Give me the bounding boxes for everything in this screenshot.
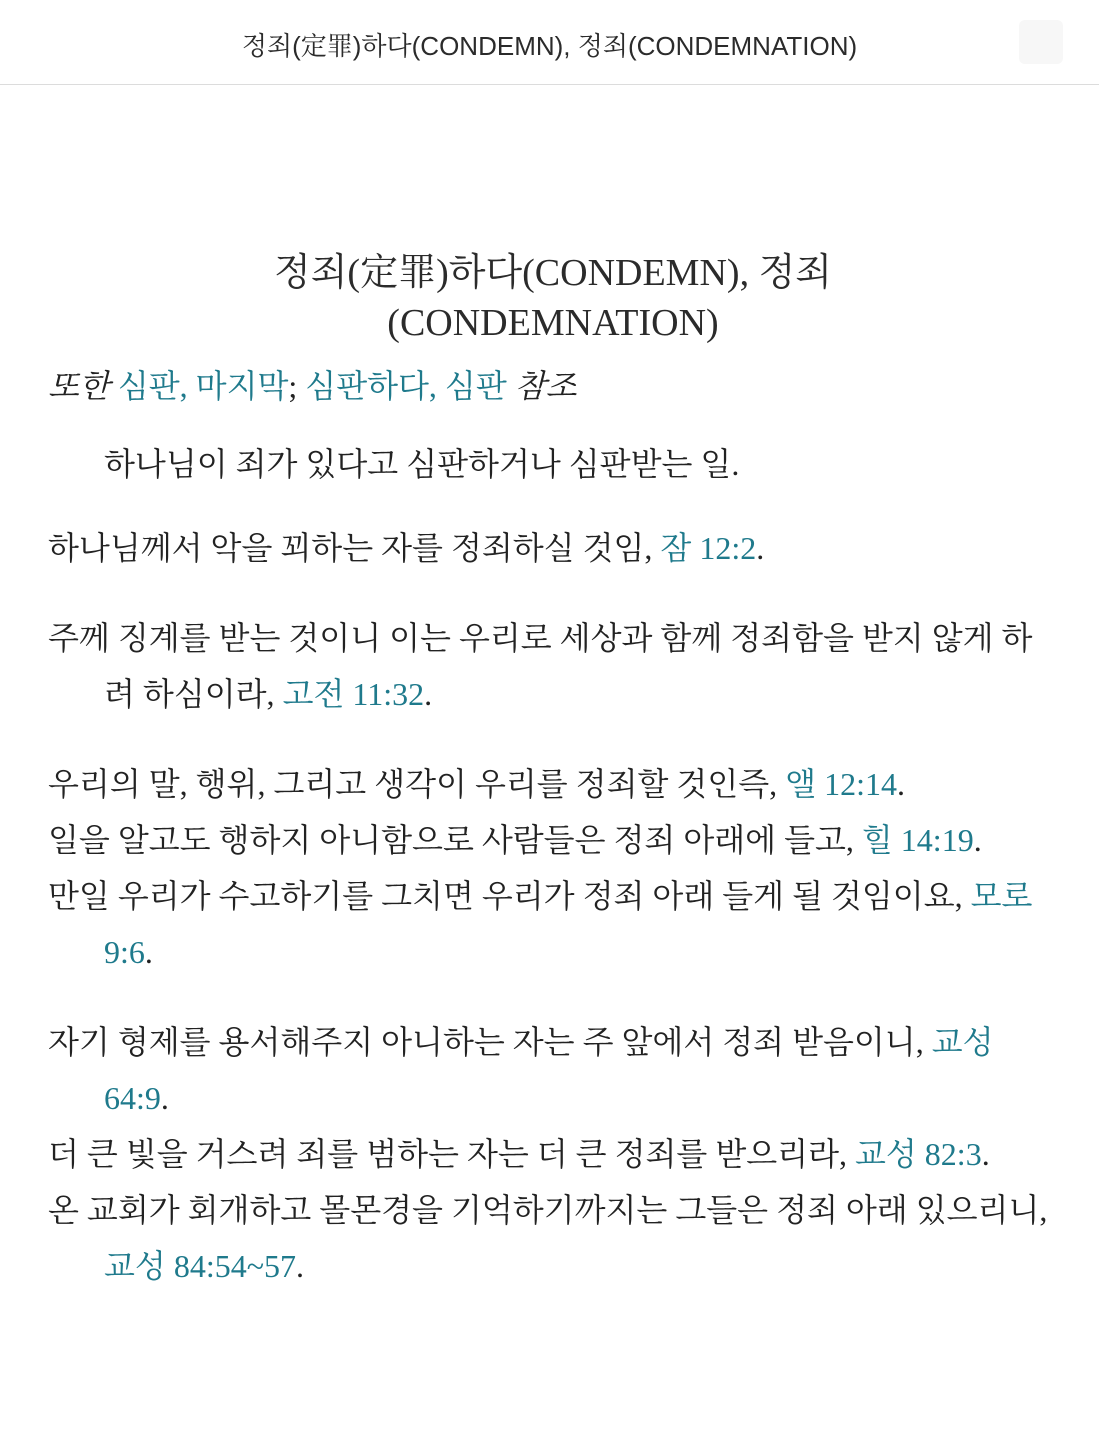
header-title: 정죄(定罪)하다(CONDEMN), 정죄(CONDEMNATION) bbox=[241, 31, 858, 61]
entry-group-2 bbox=[48, 610, 1058, 722]
entry-period: . bbox=[424, 676, 433, 712]
see-also bbox=[48, 366, 1058, 406]
entry-period: . bbox=[973, 822, 982, 858]
scripture-link[interactable]: 교성 64:9 bbox=[104, 1024, 994, 1116]
see-also-link-judge[interactable]: 심판하다, 심판 bbox=[305, 368, 507, 404]
article-content bbox=[48, 248, 1058, 1328]
scripture-entry bbox=[48, 1014, 1058, 1126]
scripture-entry bbox=[48, 610, 1058, 722]
entry-group-3 bbox=[48, 756, 1058, 980]
scripture-entry bbox=[48, 756, 1058, 812]
scripture-entry bbox=[48, 868, 1058, 980]
entry-text: 만일 우리가 수고하기를 그치면 우리가 정죄 아래 들게 될 것임이요, bbox=[48, 878, 971, 914]
article-title-line-2: (CONDEMNATION) bbox=[387, 302, 719, 344]
header-menu-button[interactable] bbox=[1019, 20, 1063, 64]
scripture-link[interactable]: 모로 9:6 bbox=[104, 878, 1033, 970]
scripture-link[interactable]: 교성 84:54~57 bbox=[104, 1248, 297, 1284]
entry-period: . bbox=[756, 530, 765, 566]
scripture-link[interactable]: 고전 11:32 bbox=[282, 676, 425, 712]
scripture-link[interactable]: 힐 14:19 bbox=[861, 822, 974, 858]
definition: 하나님이 죄가 있다고 심판하거나 심판받는 일. bbox=[104, 446, 740, 482]
entry-text: 일을 알고도 행하지 아니함으로 사람들은 정죄 아래에 들고, bbox=[48, 822, 862, 858]
article-title-line-1: 정죄(定罪)하다(CONDEMN), 정죄 bbox=[274, 252, 832, 294]
entry-text: 더 큰 빛을 거스려 죄를 범하는 자는 더 큰 정죄를 받으리라, bbox=[48, 1136, 855, 1172]
entry-text: 하나님께서 악을 꾀하는 자를 정죄하실 것임, bbox=[48, 530, 661, 566]
see-also-prefix: 또한 bbox=[48, 368, 110, 404]
entry-period: . bbox=[981, 1136, 990, 1172]
entry-text: 주께 징계를 받는 것이니 이는 우리로 세상과 함께 정죄함을 받지 않게 하려 하심이라, bbox=[48, 620, 1033, 712]
see-also-link-judgment-last[interactable]: 심판, 마지막 bbox=[117, 368, 289, 404]
entry-period: . bbox=[896, 766, 905, 802]
scripture-entry bbox=[48, 812, 1058, 868]
entry-text: 우리의 말, 행위, 그리고 생각이 우리를 정죄할 것인즉, bbox=[48, 766, 786, 802]
scripture-link[interactable]: 교성 82:3 bbox=[854, 1136, 982, 1172]
scripture-link[interactable]: 잠 12:2 bbox=[660, 530, 757, 566]
scripture-entry bbox=[48, 1126, 1058, 1182]
see-also-separator: ; bbox=[288, 368, 298, 404]
entry-period: . bbox=[296, 1248, 305, 1284]
entry-group-4 bbox=[48, 1014, 1058, 1294]
entry-text: 자기 형제를 용서해주지 아니하는 자는 주 앞에서 정죄 받음이니, bbox=[48, 1024, 932, 1060]
scripture-link[interactable]: 앨 12:14 bbox=[785, 766, 897, 802]
scripture-entry bbox=[48, 520, 1058, 576]
entry-text: 온 교회가 회개하고 몰몬경을 기억하기까지는 그들은 정죄 아래 있으리니, bbox=[48, 1192, 1048, 1228]
entry-group-1 bbox=[48, 520, 1058, 576]
scripture-entry bbox=[48, 1182, 1058, 1294]
entry-period: . bbox=[144, 934, 153, 970]
top-bar bbox=[0, 0, 1099, 85]
entry-period: . bbox=[160, 1080, 169, 1116]
see-also-suffix: 참조 bbox=[514, 368, 577, 404]
article-title bbox=[48, 248, 1058, 348]
